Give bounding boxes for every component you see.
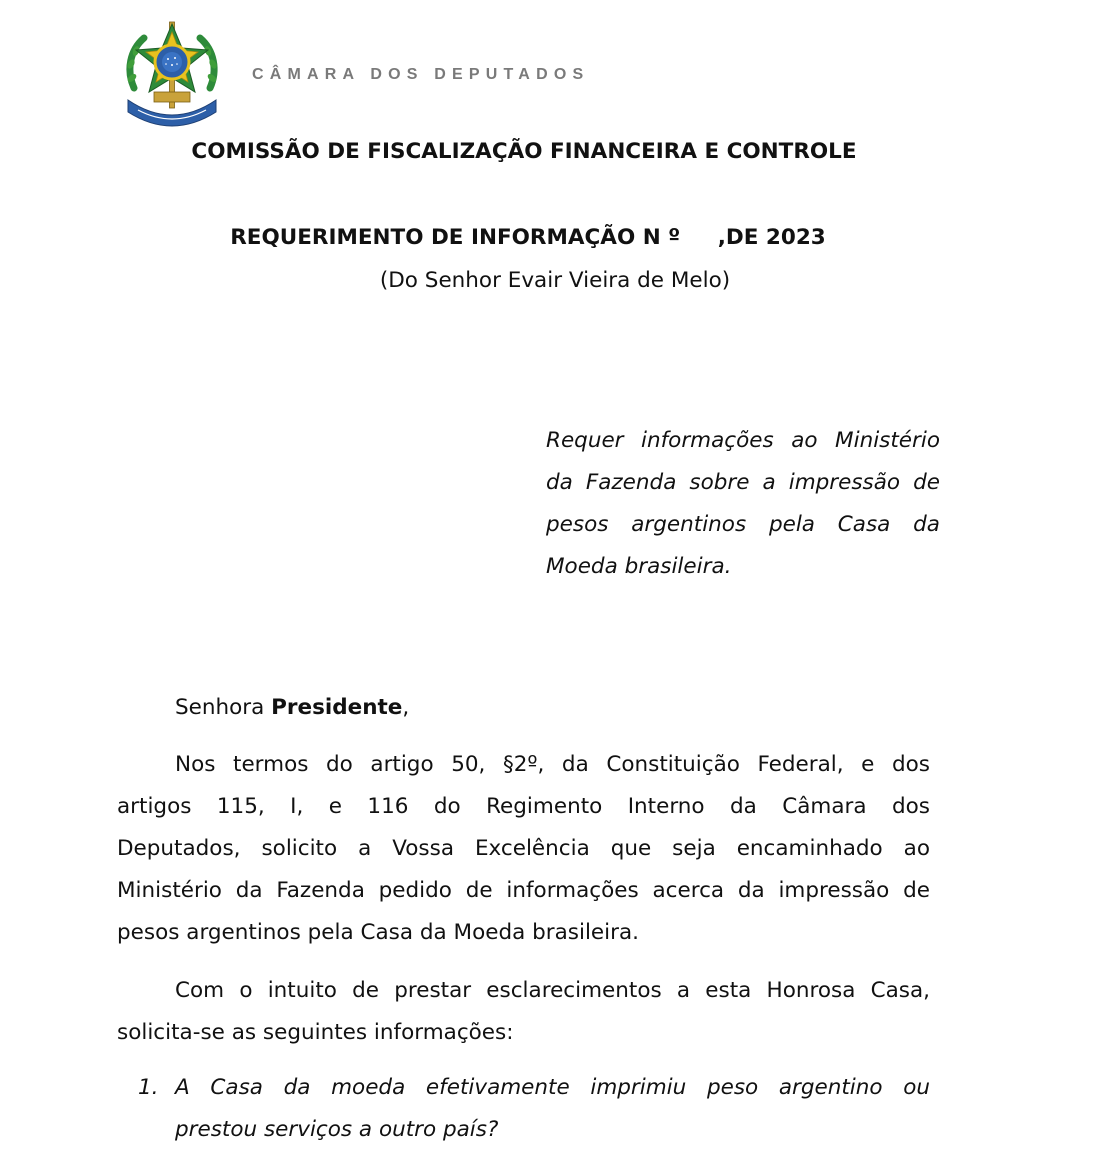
question-line: A Casa da moeda efetivamente imprimiu peso argentino ou [175, 1075, 930, 1100]
paragraph-line: pesos argentinos pela Casa da Moeda brasileira. [117, 920, 639, 945]
salutation [117, 687, 930, 729]
question-item [138, 1067, 930, 1151]
paragraph-line: Deputados, solicito a Vossa Excelência que seja encaminhado ao [117, 836, 930, 861]
summary-line: Requer informações ao Ministério [546, 428, 940, 453]
paragraph-line: Com o intuito de prestar esclarecimentos a esta Honrosa Casa, [175, 978, 930, 1003]
question-line: prestou serviços a outro país? [175, 1117, 499, 1142]
paragraph-intro-questions [117, 970, 930, 1054]
request-author: (Do Senhor Evair Vieira de Melo) [379, 268, 731, 293]
salutation-recipient: Presidente [271, 695, 403, 720]
paragraph-line: Nos termos do artigo 50, §2º, da Constituição Federal, e dos [175, 752, 930, 777]
summary-line: da Fazenda sobre a impressão de [546, 470, 940, 495]
summary-line: pesos argentinos pela Casa da [546, 512, 940, 537]
paragraph-line: Ministério da Fazenda pedido de informações acerca da impressão de [117, 878, 930, 903]
brazil-coat-of-arms-emblem [120, 18, 224, 130]
commission-title: COMISSÃO DE FISCALIZAÇÃO FINANCEIRA E CONTROLE [191, 139, 857, 164]
request-summary [546, 420, 940, 588]
salutation-line [117, 687, 930, 729]
question-text [175, 1067, 930, 1151]
question-number: 1. [138, 1075, 159, 1100]
house-name: CÂMARA DOS DEPUTADOS [252, 66, 590, 83]
request-title: REQUERIMENTO DE INFORMAÇÃO N º ,DE 2023 [230, 225, 826, 250]
salutation-prefix: Senhora [175, 695, 272, 720]
salutation-suffix: , [402, 695, 410, 720]
paragraph-legal-basis [117, 744, 930, 954]
summary-line: Moeda brasileira. [546, 554, 732, 579]
paragraph-line: solicita-se as seguintes informações: [117, 1020, 514, 1045]
paragraph-line: artigos 115, I, e 116 do Regimento Interno da Câmara dos [117, 794, 930, 819]
